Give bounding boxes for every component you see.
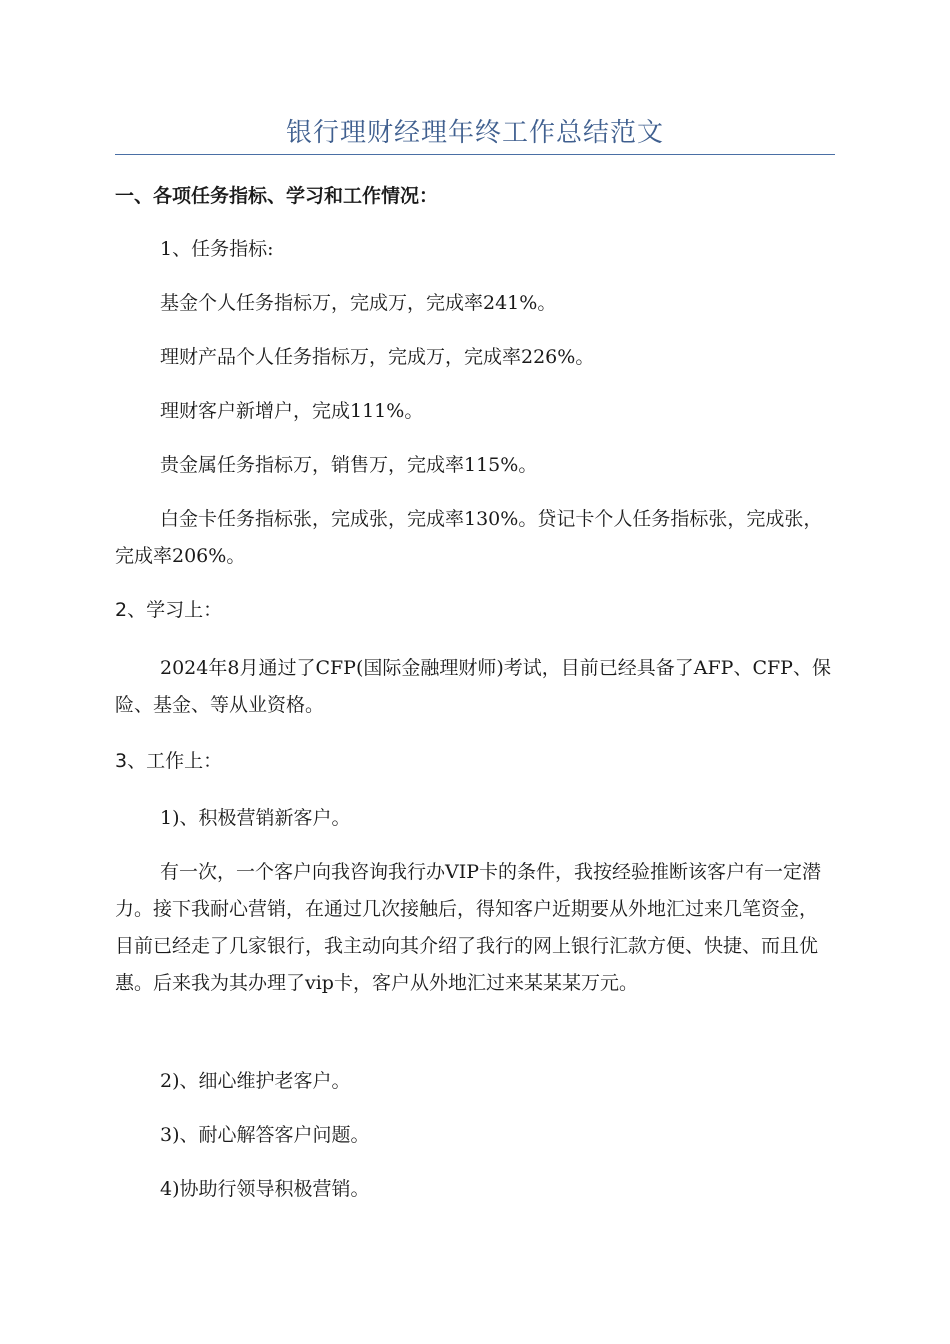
- study-paragraph: 2024年8月通过了CFP(国际金融理财师)考试，目前已经具备了AFP、CFP、保险、基金、等从业资格。: [115, 657, 831, 716]
- section-heading-2: 2、学习上：: [115, 599, 223, 621]
- work-item-2: 2)、细心维护老客户。: [160, 1070, 351, 1092]
- wealth-products-paragraph: 理财产品个人任务指标万，完成万，完成率226%。: [160, 346, 595, 368]
- document-title: 银行理财经理年终工作总结范文: [285, 118, 664, 148]
- section-heading-1: 一、各项任务指标、学习和工作情况：: [115, 185, 439, 207]
- new-customers-paragraph: 理财客户新增户，完成111%。: [160, 400, 424, 422]
- title-underline: [115, 154, 835, 155]
- document-page: [115, 0, 835, 1344]
- work-item-3: 3)、耐心解答客户问题。: [160, 1124, 370, 1146]
- task-indicator-label: 1、任务指标:: [160, 238, 274, 260]
- customer-story-paragraph: 有一次，一个客户向我咨询我行办VIP卡的条件，我按经验推断该客户有一定潜力。接下我耐心营销，在通过几次接触后，得知客户近期要从外地汇过来几笔资金，目前已经走了几家银行，我主动向其介绍了我行的网上银行汇款方便、快捷、而且优惠。后来我为其办理了vip卡，客户从外地汇过来某某某万元。: [115, 861, 822, 994]
- section-heading-3: 3、工作上：: [115, 750, 223, 772]
- precious-metals-paragraph: 贵金属任务指标万，销售万，完成率115%。: [160, 454, 538, 476]
- work-item-1: 1)、积极营销新客户。: [160, 807, 351, 829]
- fund-paragraph: 基金个人任务指标万，完成万，完成率241%。: [160, 292, 557, 314]
- cards-paragraph: 白金卡任务指标张，完成张，完成率130%。贷记卡个人任务指标张，完成张，完成率206%。: [115, 508, 823, 567]
- work-item-4: 4)协助行领导积极营销。: [160, 1178, 370, 1200]
